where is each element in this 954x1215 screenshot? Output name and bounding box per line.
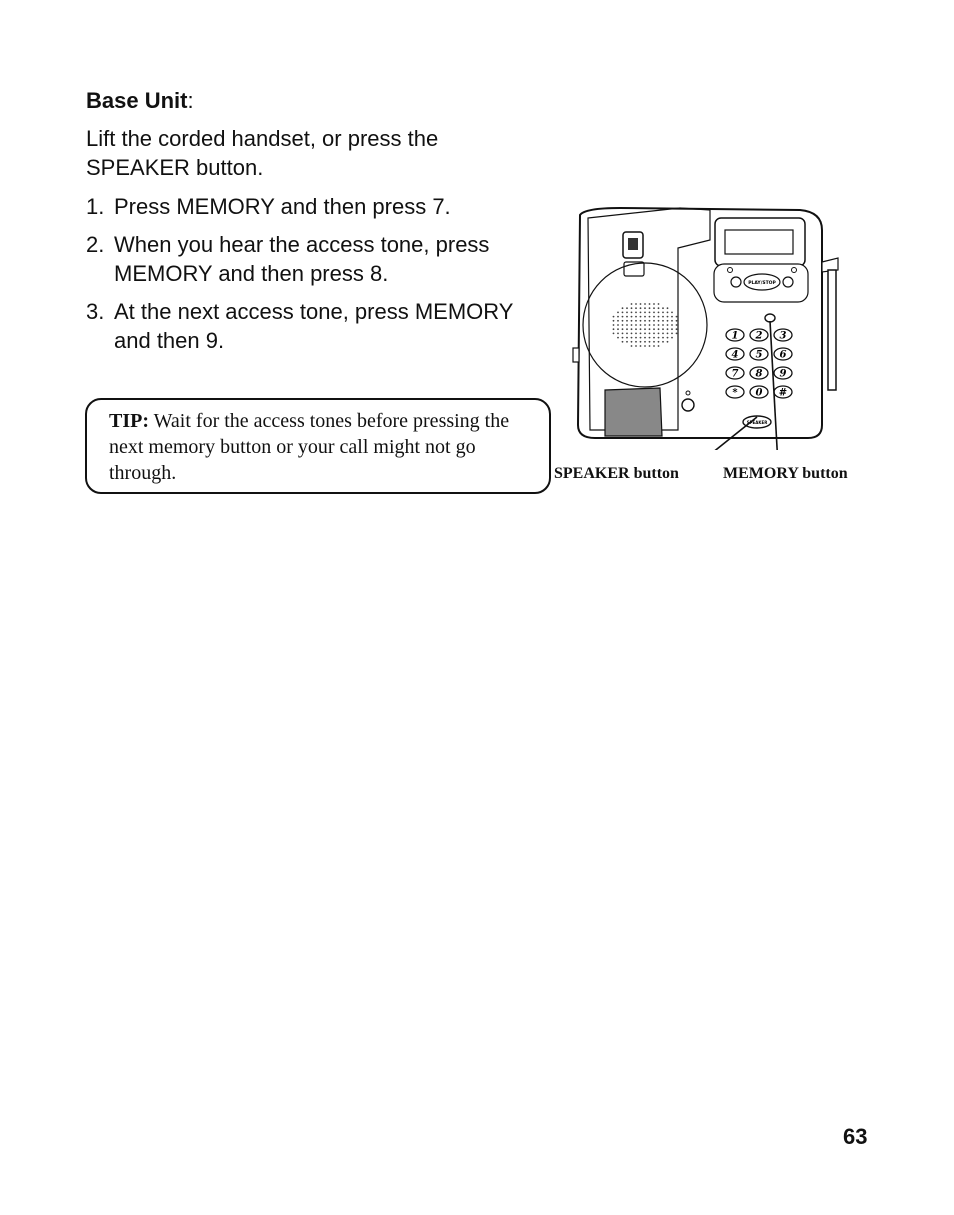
grille-dot [653,307,655,309]
step-item [86,230,546,288]
steps-list [86,192,546,364]
keypad-key-label: 8 [755,368,763,380]
grille-dot [622,324,624,326]
grille-dot [626,312,628,314]
grille-dot [658,320,660,322]
grille-dot [631,320,633,322]
grille-dot [649,345,651,347]
grille-dot [644,307,646,309]
speaker-key-label: SPEAKER [746,420,768,425]
grille-dot [635,307,637,309]
grille-dot [631,333,633,335]
grille-dot [644,333,646,335]
grille-dot [635,333,637,335]
grille-dot [635,303,637,305]
grille-dot [676,316,678,318]
grille-dot [649,312,651,314]
grille-dot [649,320,651,322]
keypad-key-label: 0 [755,387,763,399]
grille-dot [631,328,633,330]
grille-dot [640,345,642,347]
side-jack [573,348,579,362]
intro-text: Lift the corded handset, or press the SPEAKER button. [86,126,439,180]
keypad-key-label: 2 [755,330,763,342]
grille-dot [640,307,642,309]
grille-dot [640,337,642,339]
grille-dot [622,337,624,339]
grille-dot [613,316,615,318]
grille-dot [622,333,624,335]
grille-dot [649,316,651,318]
skip-back-button [731,277,741,287]
grille-dot [676,328,678,330]
grille-dot [649,337,651,339]
grille-dot [635,312,637,314]
grille-dot [635,316,637,318]
grille-dot [658,307,660,309]
grille-dot [662,307,664,309]
grille-dot [653,312,655,314]
grille-dot [658,316,660,318]
grille-dot [613,333,615,335]
grille-dot [635,345,637,347]
grille-dot [644,328,646,330]
grille-dot [644,345,646,347]
grille-dot [622,341,624,343]
grille-dot [671,337,673,339]
grille-dot [631,337,633,339]
grille-dot [671,312,673,314]
grille-dot [622,307,624,309]
tip-text: Wait for the access tones before pressing the next memory button or your call might not go through. [109,410,510,484]
keypad-key-label: # [778,387,788,399]
grille-dot [667,307,669,309]
grille-dot [622,316,624,318]
control-led [728,268,733,273]
grille-dot [644,312,646,314]
grille-dot [626,316,628,318]
step-number: 2. [86,232,105,257]
keypad-key-label: 3 [779,330,787,342]
section-heading-bold: Base Unit [86,88,188,113]
grille-dot [658,303,660,305]
tip-label: TIP: [109,410,149,432]
step-text: Press MEMORY and then press 7. [114,194,451,219]
grille-dot [667,324,669,326]
grille-dot [626,324,628,326]
grille-dot [667,337,669,339]
speaker-button-caption: SPEAKER button [554,465,679,482]
grille-dot [635,320,637,322]
grille-dot [671,328,673,330]
grille-dot [635,328,637,330]
grille-dot [635,337,637,339]
grille-dot [631,312,633,314]
grille-dot [676,320,678,322]
grille-dot [667,312,669,314]
grille-dot [649,324,651,326]
page-number: 63 [843,1124,868,1149]
grille-dot [649,333,651,335]
keypad-key-label: * [732,387,738,399]
grille-dot [626,320,628,322]
grille-dot [626,337,628,339]
handset-pocket [605,388,662,436]
grille-dot [613,324,615,326]
grille-dot [653,341,655,343]
grille-dot [671,324,673,326]
grille-dot [631,307,633,309]
step-number: 1. [86,194,105,219]
grille-dot [658,328,660,330]
grille-dot [671,333,673,335]
grille-dot [662,333,664,335]
grille-dot [653,320,655,322]
grille-dot [631,303,633,305]
grille-dot [649,307,651,309]
grille-dot [640,320,642,322]
grille-dot [658,345,660,347]
grille-dot [626,341,628,343]
grille-dot [653,303,655,305]
grille-dot [617,328,619,330]
grille-dot [631,324,633,326]
grille-dot [644,337,646,339]
grille-dot [622,320,624,322]
grille-dot [653,328,655,330]
grille-dot [662,312,664,314]
volume-knob [682,399,694,411]
grille-dot [662,320,664,322]
grille-dot [613,328,615,330]
grille-dot [617,333,619,335]
grille-dot [644,316,646,318]
grille-dot [640,303,642,305]
grille-dot [653,345,655,347]
grille-dot [622,312,624,314]
grille-dot [667,328,669,330]
grille-dot [649,341,651,343]
grille-dot [631,341,633,343]
antenna [828,270,836,390]
grille-dot [658,324,660,326]
step-item [86,297,546,355]
keypad-key-label: 7 [731,368,739,380]
grille-dot [640,328,642,330]
base-unit-illustration [560,200,850,450]
grille-dot [662,341,664,343]
grille-dot [644,320,646,322]
grille-dot [644,303,646,305]
control-led [792,268,797,273]
grille-dot [649,328,651,330]
grille-dot [617,312,619,314]
play-stop-label: PLAY/STOP [748,281,776,286]
grille-dot [622,328,624,330]
grille-dot [631,316,633,318]
grille-dot [653,337,655,339]
grille-dot [653,324,655,326]
grille-dot [640,312,642,314]
keypad-key-label: 1 [731,330,739,342]
grille-dot [635,324,637,326]
grille-dot [676,324,678,326]
skip-forward-button [783,277,793,287]
grille-dot [662,316,664,318]
memory-key [765,314,775,322]
keypad-key-label: 4 [731,349,739,361]
grille-dot [644,341,646,343]
grille-dot [613,320,615,322]
grille-dot [617,324,619,326]
grille-dot [662,328,664,330]
grille-dot [667,333,669,335]
grille-dot [649,303,651,305]
grille-dot [662,324,664,326]
grille-dot [658,333,660,335]
cradle-hook-switch [628,238,638,250]
grille-dot [653,316,655,318]
grille-dot [658,341,660,343]
grille-dot [667,320,669,322]
tip-box [85,398,551,494]
grille-dot [626,333,628,335]
grille-dot [644,324,646,326]
step-text: At the next access tone, press MEMORY and then 9. [114,299,514,353]
grille-dot [640,316,642,318]
display-screen [725,230,793,254]
keypad-key-label: 9 [779,368,787,380]
grille-dot [676,333,678,335]
grille-dot [635,341,637,343]
grille-dot [617,337,619,339]
keypad-key-label: 6 [779,349,787,361]
grille-dot [626,328,628,330]
step-item [86,192,546,221]
indicator-led [686,391,690,395]
step-text: When you hear the access tone, press MEMORY and then press 8. [114,232,490,286]
grille-dot [617,320,619,322]
grille-dot [640,324,642,326]
grille-dot [626,307,628,309]
memory-button-caption: MEMORY button [723,465,848,482]
grille-dot [653,333,655,335]
grille-dot [658,337,660,339]
section-heading [86,88,194,114]
grille-dot [671,320,673,322]
grille-dot [640,333,642,335]
grille-dot [640,341,642,343]
grille-dot [617,316,619,318]
grille-dot [667,341,669,343]
step-number: 3. [86,299,105,324]
section-heading-colon: : [187,88,194,113]
grille-dot [658,312,660,314]
grille-dot [667,316,669,318]
grille-dot [631,345,633,347]
grille-dot [671,316,673,318]
keypad-key-label: 5 [755,349,763,361]
grille-dot [662,337,664,339]
